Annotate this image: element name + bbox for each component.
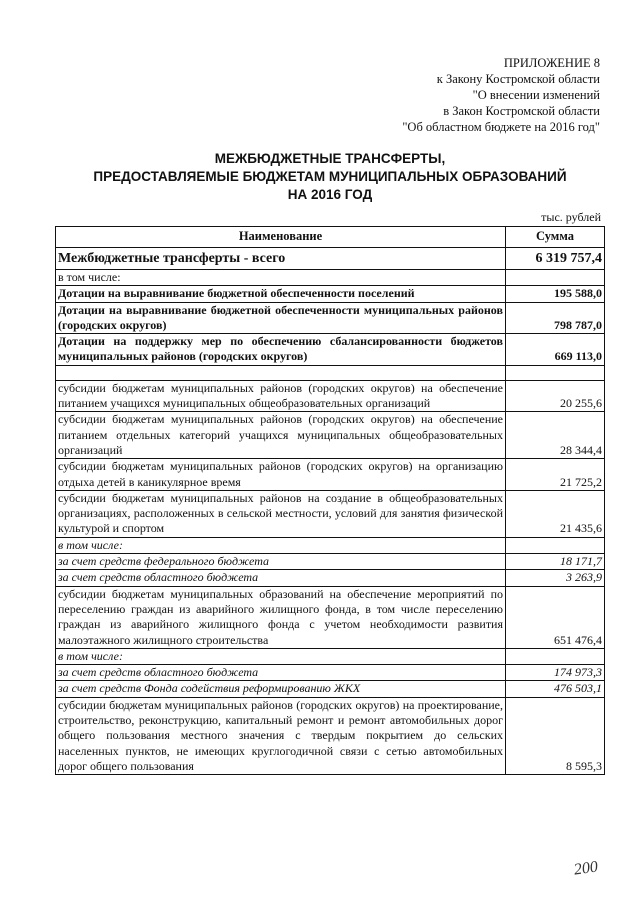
- row-amount: 18 171,7: [506, 554, 605, 570]
- row-amount: [506, 648, 605, 664]
- row-name: за счет средств областного бюджета: [56, 570, 506, 586]
- row-name: в том числе:: [56, 270, 506, 286]
- title-line: ПРЕДОСТАВЛЯЕМЫЕ БЮДЖЕТАМ МУНИЦИПАЛЬНЫХ ОБРАЗОВАНИЙ: [93, 169, 567, 184]
- table-row: [56, 537, 605, 553]
- table-row: [56, 554, 605, 570]
- page-number: 200: [572, 858, 599, 879]
- table-row: [56, 665, 605, 681]
- row-name: субсидии бюджетам муниципальных районов (городских округов) на обеспечение питанием отдельных категорий учащихся муниципальных общеобразовательных организаций: [56, 412, 506, 459]
- table-row: [56, 570, 605, 586]
- row-name: субсидии бюджетам муниципальных районов (городских округов) на проектирование, строительство, реконструкцию, капитальный ремонт и ремонт автомобильных дорог общего пользования местного значения с твердым покрытием до сельских населенных пунктов, не имеющих круглогодичной связи с сетью автомобильных дорог общего пользования: [56, 697, 506, 774]
- row-amount: 3 263,9: [506, 570, 605, 586]
- row-amount: 8 595,3: [506, 697, 605, 774]
- row-amount: 174 973,3: [506, 665, 605, 681]
- table-row: [56, 586, 605, 648]
- row-name: Дотации на выравнивание бюджетной обеспеченности поселений: [56, 286, 506, 302]
- table-row: [56, 380, 605, 412]
- appendix-note: [320, 55, 600, 135]
- row-name: субсидии бюджетам муниципальных районов (городских округов) на обеспечение питанием учащихся муниципальных общеобразовательных организаций: [56, 380, 506, 412]
- appendix-line: "О внесении изменений: [472, 88, 600, 102]
- table-body: [56, 248, 605, 775]
- title-line: НА 2016 ГОД: [287, 187, 373, 202]
- row-name: субсидии бюджетам муниципальных районов (городских округов) на организацию отдыха детей в каникулярное время: [56, 459, 506, 491]
- row-name: за счет средств федерального бюджета: [56, 554, 506, 570]
- row-name: в том числе:: [56, 648, 506, 664]
- table-row: [56, 697, 605, 774]
- row-amount: 195 588,0: [506, 286, 605, 302]
- row-name: за счет средств Фонда содействия реформированию ЖКХ: [56, 681, 506, 697]
- row-name: субсидии бюджетам муниципальных районов на создание в общеобразовательных организациях, расположенных в сельской местности, условий для занятия физической культурой и спортом: [56, 490, 506, 537]
- appendix-line: "Об областном бюджете на 2016 год": [402, 120, 600, 134]
- row-amount: 21 435,6: [506, 490, 605, 537]
- table-row: [56, 648, 605, 664]
- table-row: [56, 490, 605, 537]
- table-row: [56, 286, 605, 302]
- document-title: [55, 150, 605, 204]
- title-line: МЕЖБЮДЖЕТНЫЕ ТРАНСФЕРТЫ,: [214, 151, 446, 166]
- transfers-table: [55, 226, 605, 775]
- row-name: Дотации на выравнивание бюджетной обеспеченности муниципальных районов (городских округов): [56, 302, 506, 334]
- row-amount: 6 319 757,4: [506, 248, 605, 270]
- row-amount: [506, 537, 605, 553]
- row-amount: 21 725,2: [506, 459, 605, 491]
- row-amount: 20 255,6: [506, 380, 605, 412]
- row-amount: [506, 365, 605, 380]
- appendix-line: в Закон Костромской области: [443, 104, 600, 118]
- row-amount: 669 113,0: [506, 334, 605, 366]
- table-row: [56, 302, 605, 334]
- row-amount: 28 344,4: [506, 412, 605, 459]
- row-name: [56, 365, 506, 380]
- row-amount: 651 476,4: [506, 586, 605, 648]
- table-row: [56, 365, 605, 380]
- row-amount: [506, 270, 605, 286]
- table-row: [56, 412, 605, 459]
- header-amount: Сумма: [506, 227, 605, 248]
- row-name: Дотации на поддержку мер по обеспечению сбалансированности бюджетов муниципальных районов (городских округов): [56, 334, 506, 366]
- table-row: [56, 459, 605, 491]
- row-name: за счет средств областного бюджета: [56, 665, 506, 681]
- table-row: [56, 681, 605, 697]
- units-label: тыс. рублей: [541, 210, 601, 224]
- table-header-row: [56, 227, 605, 248]
- header-name: Наименование: [56, 227, 506, 248]
- row-amount: 798 787,0: [506, 302, 605, 334]
- appendix-line: к Закону Костромской области: [436, 72, 600, 86]
- table-row: [56, 334, 605, 366]
- row-name: в том числе:: [56, 537, 506, 553]
- appendix-line: ПРИЛОЖЕНИЕ 8: [503, 56, 600, 70]
- table-row: [56, 270, 605, 286]
- row-name: субсидии бюджетам муниципальных образований на обеспечение мероприятий по переселению граждан из аварийного жилищного фонда, в том числе переселению граждан из аварийного жилищного фонда с учетом необходимости развития малоэтажного жилищного строительства: [56, 586, 506, 648]
- row-name: Межбюджетные трансферты - всего: [56, 248, 506, 270]
- table-row: [56, 248, 605, 270]
- row-amount: 476 503,1: [506, 681, 605, 697]
